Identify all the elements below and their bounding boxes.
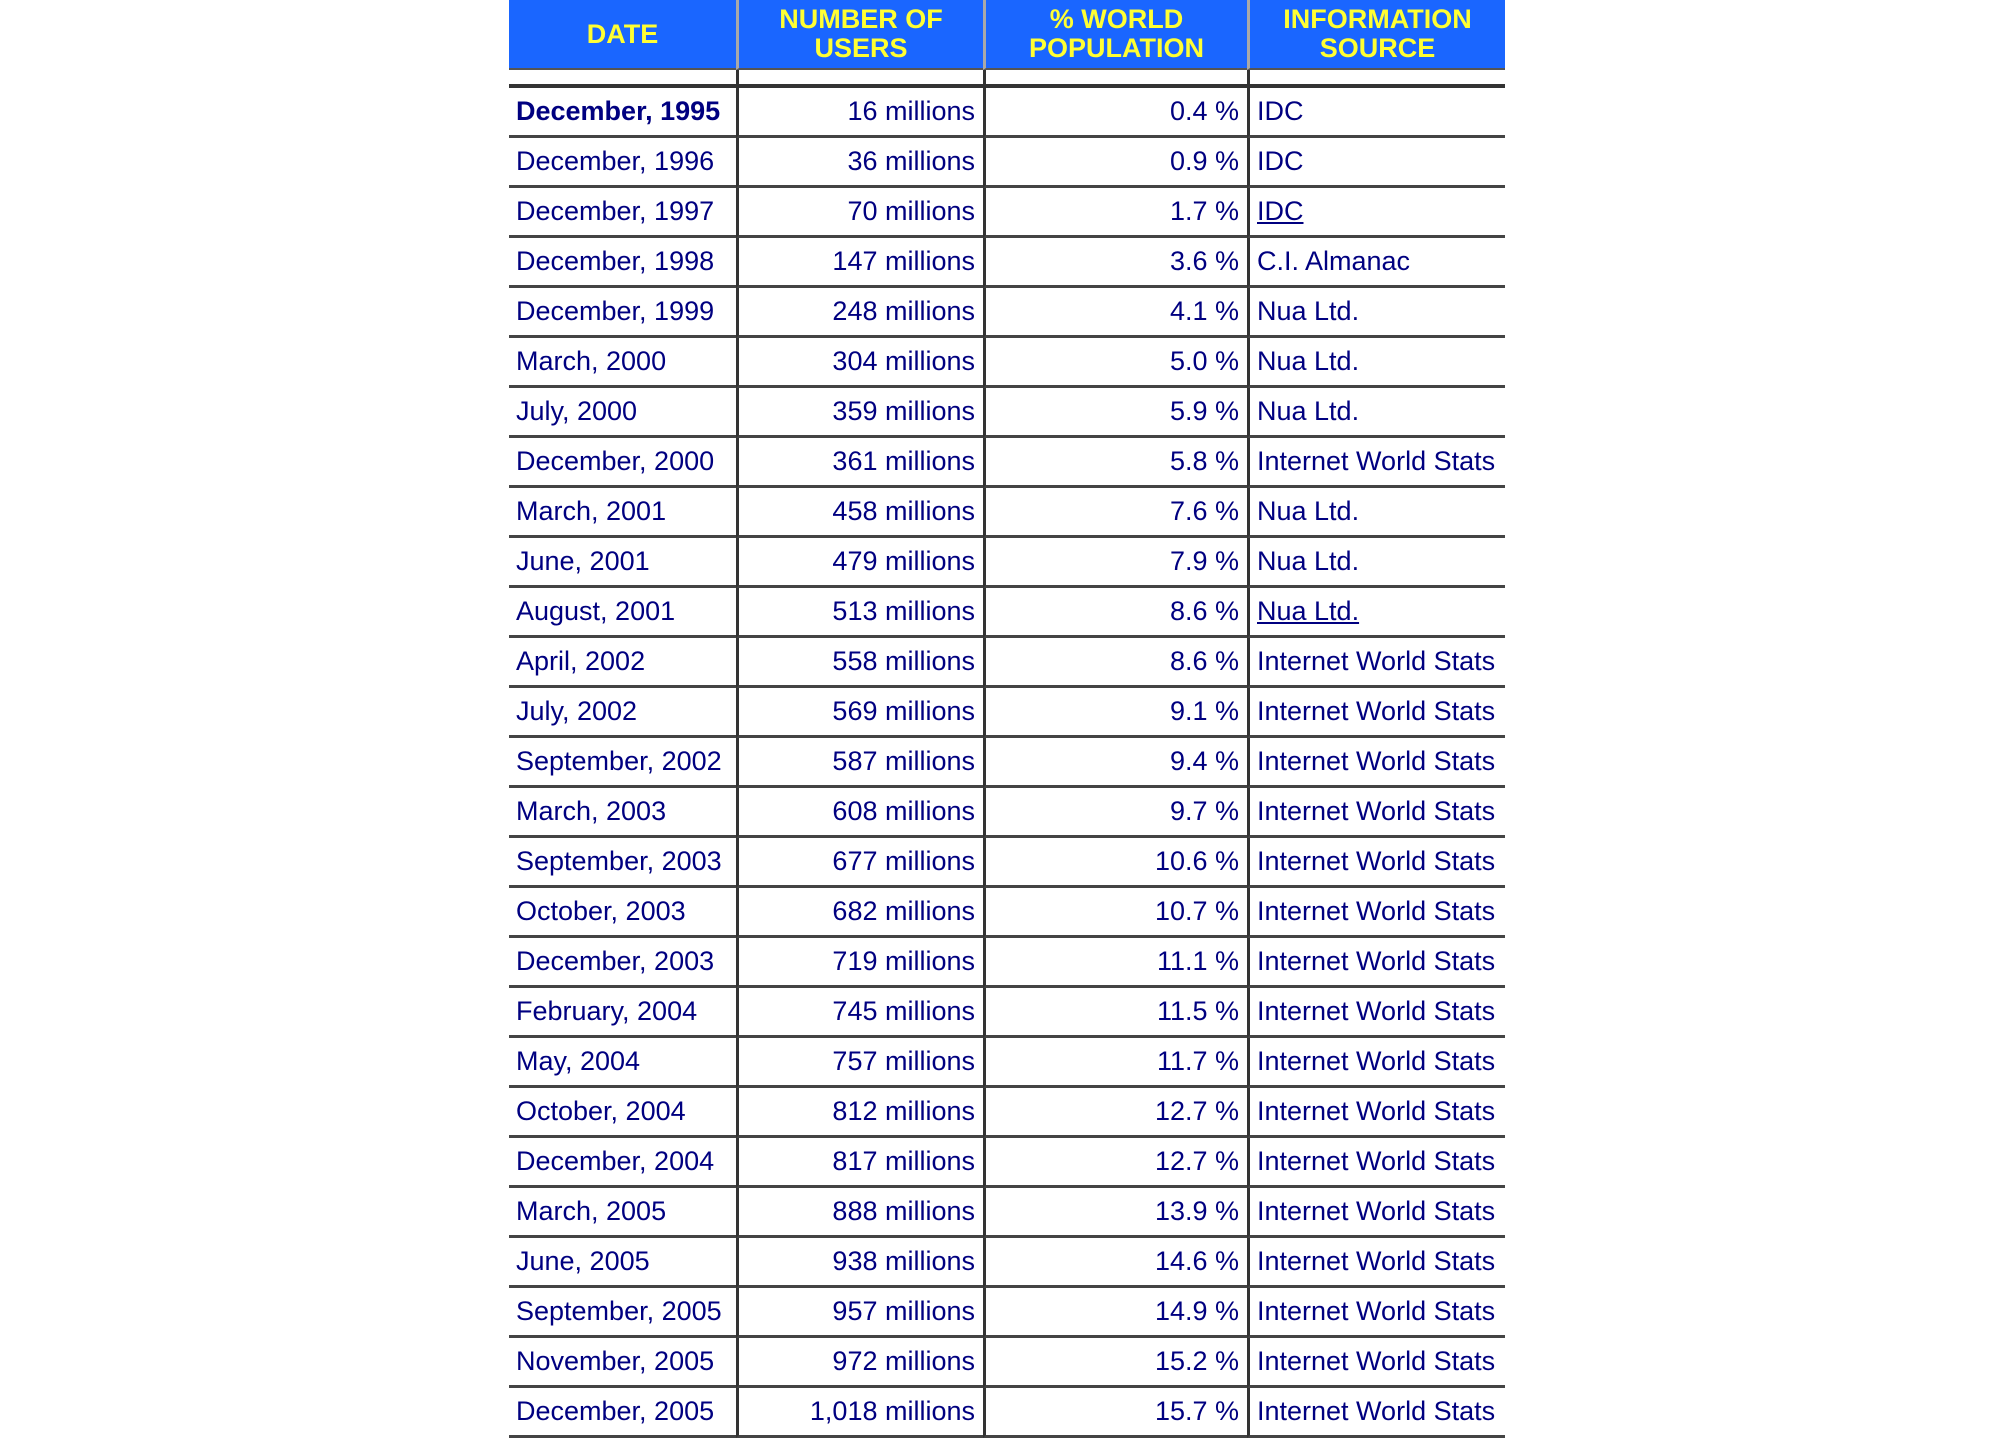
- table-row: [509, 688, 1505, 738]
- table-header: [509, 0, 1505, 70]
- percent-cell: 9.4 %: [983, 738, 1247, 788]
- users-cell: 458 millions: [736, 488, 983, 538]
- percent-cell: 8.6 %: [983, 588, 1247, 638]
- source-cell: Internet World Stats: [1247, 688, 1505, 738]
- users-cell: 757 millions: [736, 1038, 983, 1088]
- users-cell: 745 millions: [736, 988, 983, 1038]
- header-row: [509, 0, 1505, 70]
- users-cell: 248 millions: [736, 288, 983, 338]
- source-cell: Internet World Stats: [1247, 1288, 1505, 1338]
- date-cell: September, 2003: [509, 838, 736, 888]
- percent-cell: 4.1 %: [983, 288, 1247, 338]
- date-cell: February, 2004: [509, 988, 736, 1038]
- table-row: [509, 138, 1505, 188]
- table-row: [509, 1238, 1505, 1288]
- spacer-cell: [736, 70, 983, 88]
- date-cell: May, 2004: [509, 1038, 736, 1088]
- users-cell: 587 millions: [736, 738, 983, 788]
- spacer-row: [509, 70, 1505, 88]
- source-cell: Internet World Stats: [1247, 838, 1505, 888]
- source-cell: Nua Ltd.: [1247, 488, 1505, 538]
- source-cell: Internet World Stats: [1247, 1238, 1505, 1288]
- source-cell: [1247, 588, 1505, 638]
- percent-cell: 11.5 %: [983, 988, 1247, 1038]
- date-cell: December, 1998: [509, 238, 736, 288]
- date-cell: October, 2003: [509, 888, 736, 938]
- date-cell: April, 2002: [509, 638, 736, 688]
- percent-cell: 7.9 %: [983, 538, 1247, 588]
- percent-cell: 9.7 %: [983, 788, 1247, 838]
- users-cell: 479 millions: [736, 538, 983, 588]
- percent-cell: 5.0 %: [983, 338, 1247, 388]
- source-cell: Internet World Stats: [1247, 988, 1505, 1038]
- percent-cell: 11.1 %: [983, 938, 1247, 988]
- date-cell: December, 2003: [509, 938, 736, 988]
- date-cell: November, 2005: [509, 1338, 736, 1388]
- users-cell: 147 millions: [736, 238, 983, 288]
- users-cell: 361 millions: [736, 438, 983, 488]
- source-cell: Nua Ltd.: [1247, 538, 1505, 588]
- date-cell: December, 2004: [509, 1138, 736, 1188]
- date-cell: March, 2003: [509, 788, 736, 838]
- percent-cell: 14.9 %: [983, 1288, 1247, 1338]
- source-cell: [1247, 188, 1505, 238]
- date-cell: December, 1999: [509, 288, 736, 338]
- header-world-population-percent: % WORLD POPULATION: [983, 0, 1247, 70]
- table-row: [509, 438, 1505, 488]
- users-cell: 719 millions: [736, 938, 983, 988]
- table-row: [509, 1338, 1505, 1388]
- source-cell: IDC: [1247, 138, 1505, 188]
- source-cell: Internet World Stats: [1247, 1388, 1505, 1438]
- table-row: [509, 938, 1505, 988]
- table-row: [509, 488, 1505, 538]
- percent-cell: 10.7 %: [983, 888, 1247, 938]
- date-cell: September, 2005: [509, 1288, 736, 1338]
- users-cell: 888 millions: [736, 1188, 983, 1238]
- percent-cell: 8.6 %: [983, 638, 1247, 688]
- percent-cell: 5.8 %: [983, 438, 1247, 488]
- percent-cell: 13.9 %: [983, 1188, 1247, 1238]
- source-cell: Nua Ltd.: [1247, 288, 1505, 338]
- percent-cell: 15.7 %: [983, 1388, 1247, 1438]
- date-cell: September, 2002: [509, 738, 736, 788]
- source-cell: IDC: [1247, 88, 1505, 138]
- percent-cell: 12.7 %: [983, 1138, 1247, 1188]
- users-cell: 558 millions: [736, 638, 983, 688]
- source-cell: Internet World Stats: [1247, 1038, 1505, 1088]
- percent-cell: 11.7 %: [983, 1038, 1247, 1088]
- table-row: [509, 288, 1505, 338]
- source-cell: Internet World Stats: [1247, 638, 1505, 688]
- source-link[interactable]: Nua Ltd.: [1257, 596, 1360, 626]
- source-cell: Nua Ltd.: [1247, 388, 1505, 438]
- users-cell: 36 millions: [736, 138, 983, 188]
- table-body: [509, 70, 1505, 1438]
- spacer-cell: [983, 70, 1247, 88]
- table-row: [509, 88, 1505, 138]
- table-row: [509, 638, 1505, 688]
- source-cell: Internet World Stats: [1247, 1188, 1505, 1238]
- users-cell: 16 millions: [736, 88, 983, 138]
- table-row: [509, 538, 1505, 588]
- users-cell: 1,018 millions: [736, 1388, 983, 1438]
- date-cell: December, 1997: [509, 188, 736, 238]
- percent-cell: 7.6 %: [983, 488, 1247, 538]
- table-row: [509, 588, 1505, 638]
- table-row: [509, 738, 1505, 788]
- users-cell: 304 millions: [736, 338, 983, 388]
- spacer-cell: [1247, 70, 1505, 88]
- table-row: [509, 1138, 1505, 1188]
- percent-cell: 10.6 %: [983, 838, 1247, 888]
- source-cell: Internet World Stats: [1247, 938, 1505, 988]
- date-cell: July, 2002: [509, 688, 736, 738]
- users-cell: 359 millions: [736, 388, 983, 438]
- source-cell: Nua Ltd.: [1247, 338, 1505, 388]
- date-cell: June, 2001: [509, 538, 736, 588]
- percent-cell: 14.6 %: [983, 1238, 1247, 1288]
- table-row: [509, 188, 1505, 238]
- users-cell: 817 millions: [736, 1138, 983, 1188]
- percent-cell: 12.7 %: [983, 1088, 1247, 1138]
- date-cell: December, 1996: [509, 138, 736, 188]
- source-cell: C.I. Almanac: [1247, 238, 1505, 288]
- table-row: [509, 238, 1505, 288]
- date-cell: August, 2001: [509, 588, 736, 638]
- date-cell: June, 2005: [509, 1238, 736, 1288]
- date-cell: December, 1995: [509, 88, 736, 138]
- header-number-of-users: NUMBER OF USERS: [736, 0, 983, 70]
- users-cell: 938 millions: [736, 1238, 983, 1288]
- table-row: [509, 988, 1505, 1038]
- source-cell: Internet World Stats: [1247, 738, 1505, 788]
- date-cell: March, 2001: [509, 488, 736, 538]
- percent-cell: 15.2 %: [983, 1338, 1247, 1388]
- percent-cell: 3.6 %: [983, 238, 1247, 288]
- table-row: [509, 788, 1505, 838]
- date-cell: July, 2000: [509, 388, 736, 438]
- users-cell: 682 millions: [736, 888, 983, 938]
- percent-cell: 5.9 %: [983, 388, 1247, 438]
- source-cell: Internet World Stats: [1247, 1338, 1505, 1388]
- users-cell: 957 millions: [736, 1288, 983, 1338]
- users-cell: 513 millions: [736, 588, 983, 638]
- date-cell: March, 2005: [509, 1188, 736, 1238]
- table-row: [509, 1288, 1505, 1338]
- table-row: [509, 1088, 1505, 1138]
- table-row: [509, 1388, 1505, 1438]
- internet-users-table: [509, 0, 1505, 1438]
- spacer-cell: [509, 70, 736, 88]
- table-row: [509, 388, 1505, 438]
- date-cell: December, 2005: [509, 1388, 736, 1438]
- users-cell: 972 millions: [736, 1338, 983, 1388]
- table-row: [509, 1038, 1505, 1088]
- table-row: [509, 338, 1505, 388]
- table-row: [509, 838, 1505, 888]
- source-cell: Internet World Stats: [1247, 438, 1505, 488]
- percent-cell: 0.9 %: [983, 138, 1247, 188]
- users-cell: 608 millions: [736, 788, 983, 838]
- percent-cell: 9.1 %: [983, 688, 1247, 738]
- source-cell: Internet World Stats: [1247, 1138, 1505, 1188]
- source-cell: Internet World Stats: [1247, 1088, 1505, 1138]
- users-cell: 677 millions: [736, 838, 983, 888]
- users-cell: 812 millions: [736, 1088, 983, 1138]
- table-row: [509, 888, 1505, 938]
- source-cell: Internet World Stats: [1247, 888, 1505, 938]
- source-link[interactable]: IDC: [1257, 196, 1304, 226]
- percent-cell: 1.7 %: [983, 188, 1247, 238]
- date-cell: December, 2000: [509, 438, 736, 488]
- header-date: DATE: [509, 0, 736, 70]
- users-cell: 70 millions: [736, 188, 983, 238]
- users-cell: 569 millions: [736, 688, 983, 738]
- source-cell: Internet World Stats: [1247, 788, 1505, 838]
- date-cell: March, 2000: [509, 338, 736, 388]
- table-row: [509, 1188, 1505, 1238]
- date-cell: October, 2004: [509, 1088, 736, 1138]
- percent-cell: 0.4 %: [983, 88, 1247, 138]
- header-information-source: INFORMATION SOURCE: [1247, 0, 1505, 70]
